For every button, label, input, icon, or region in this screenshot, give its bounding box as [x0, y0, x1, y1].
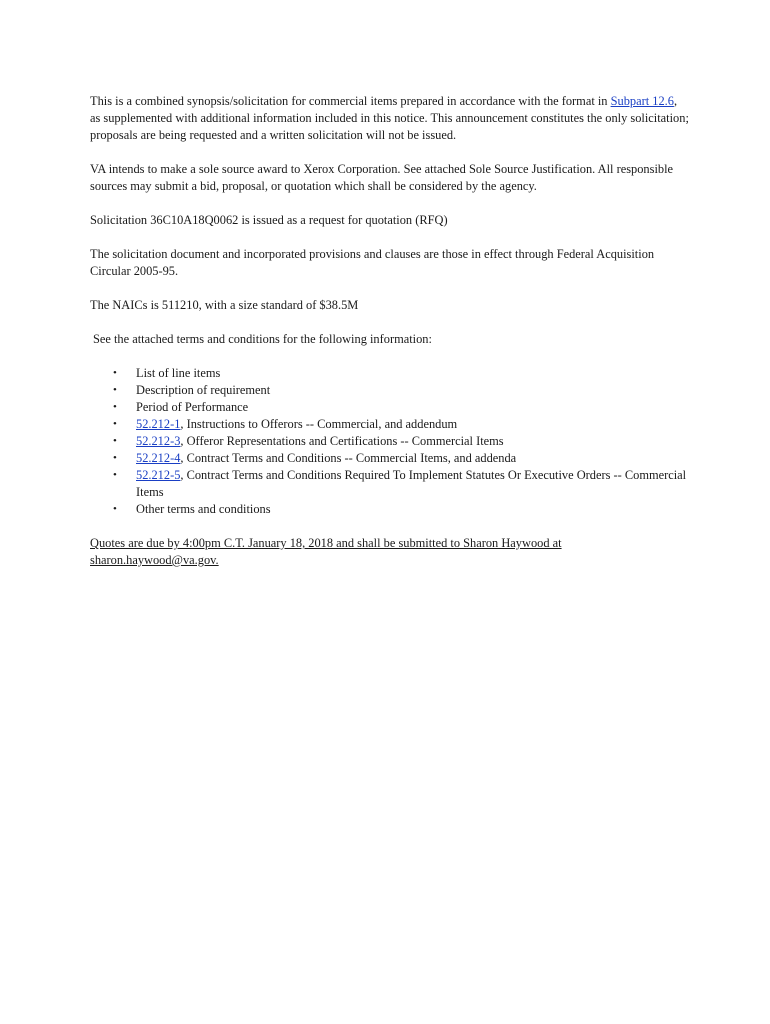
- clause-52-212-1-link[interactable]: 52.212-1: [136, 417, 181, 431]
- list-item: [90, 467, 690, 501]
- list-item: [90, 382, 690, 399]
- clause-52-212-3-link[interactable]: 52.212-3: [136, 434, 181, 448]
- solicitation-number-paragraph: Solicitation 36C10A18Q0062 is issued as a request for quotation (RFQ): [90, 213, 448, 227]
- bullet-icon: •: [113, 452, 117, 464]
- bullet-icon: •: [113, 503, 117, 515]
- terms-intro-paragraph: See the attached terms and conditions for the following information:: [93, 332, 432, 346]
- far-paragraph: The solicitation document and incorporated provisions and clauses are those in effect through Federal Acquisition Circular 2005-95.: [90, 247, 655, 278]
- list-item: [90, 433, 690, 450]
- naics-paragraph: The NAICs is 511210, with a size standard of $38.5M: [90, 298, 359, 312]
- bullet-icon: •: [113, 435, 117, 447]
- list-item-text: Period of Performance: [136, 400, 249, 414]
- bullet-icon: •: [113, 384, 117, 396]
- list-item: [90, 416, 690, 433]
- document-page: [90, 93, 690, 586]
- list-item: [90, 399, 690, 416]
- subpart-12-6-link[interactable]: Subpart 12.6: [610, 94, 674, 108]
- clause-52-212-4-link[interactable]: 52.212-4: [136, 451, 181, 465]
- intro-text-before: This is a combined synopsis/solicitation for commercial items prepared in accordance with the format in: [90, 94, 611, 108]
- bullet-icon: •: [113, 418, 117, 430]
- list-item: [90, 450, 690, 467]
- bullet-icon: •: [113, 401, 117, 413]
- list-item-text: , Instructions to Offerors -- Commercial, and addendum: [180, 417, 458, 431]
- clause-52-212-5-link[interactable]: 52.212-5: [136, 468, 181, 482]
- intro-paragraph: [90, 93, 690, 144]
- list-item: [90, 501, 690, 518]
- due-date-notice: Quotes are due by 4:00pm C.T. January 18, 2018 and shall be submitted to Sharon Haywood at sharon.haywood@va.gov.: [90, 536, 562, 567]
- list-item-text: , Contract Terms and Conditions Required To Implement Statutes Or Executive Orders -- Commercial Items: [136, 468, 687, 499]
- list-item: [90, 365, 690, 382]
- bullet-icon: •: [113, 367, 117, 379]
- list-item-text: Description of requirement: [136, 383, 271, 397]
- list-item-text: List of line items: [136, 366, 221, 380]
- list-item-text: , Contract Terms and Conditions -- Commercial Items, and addenda: [180, 451, 517, 465]
- bullet-icon: •: [113, 469, 117, 481]
- sole-source-paragraph: VA intends to make a sole source award to Xerox Corporation. See attached Sole Source Justification. All responsible sources may submit a bid, proposal, or quotation which shall be considered by the agency.: [90, 162, 674, 193]
- terms-list: [90, 365, 690, 518]
- list-item-text: , Offeror Representations and Certifications -- Commercial Items: [180, 434, 504, 448]
- intro-text-after: , as supplemented with additional information included in this notice. This announcement constitutes the only solicitation; proposals are being requested and a written solicitation will not be issued.: [90, 94, 689, 142]
- list-item-text: Other terms and conditions: [136, 502, 271, 516]
